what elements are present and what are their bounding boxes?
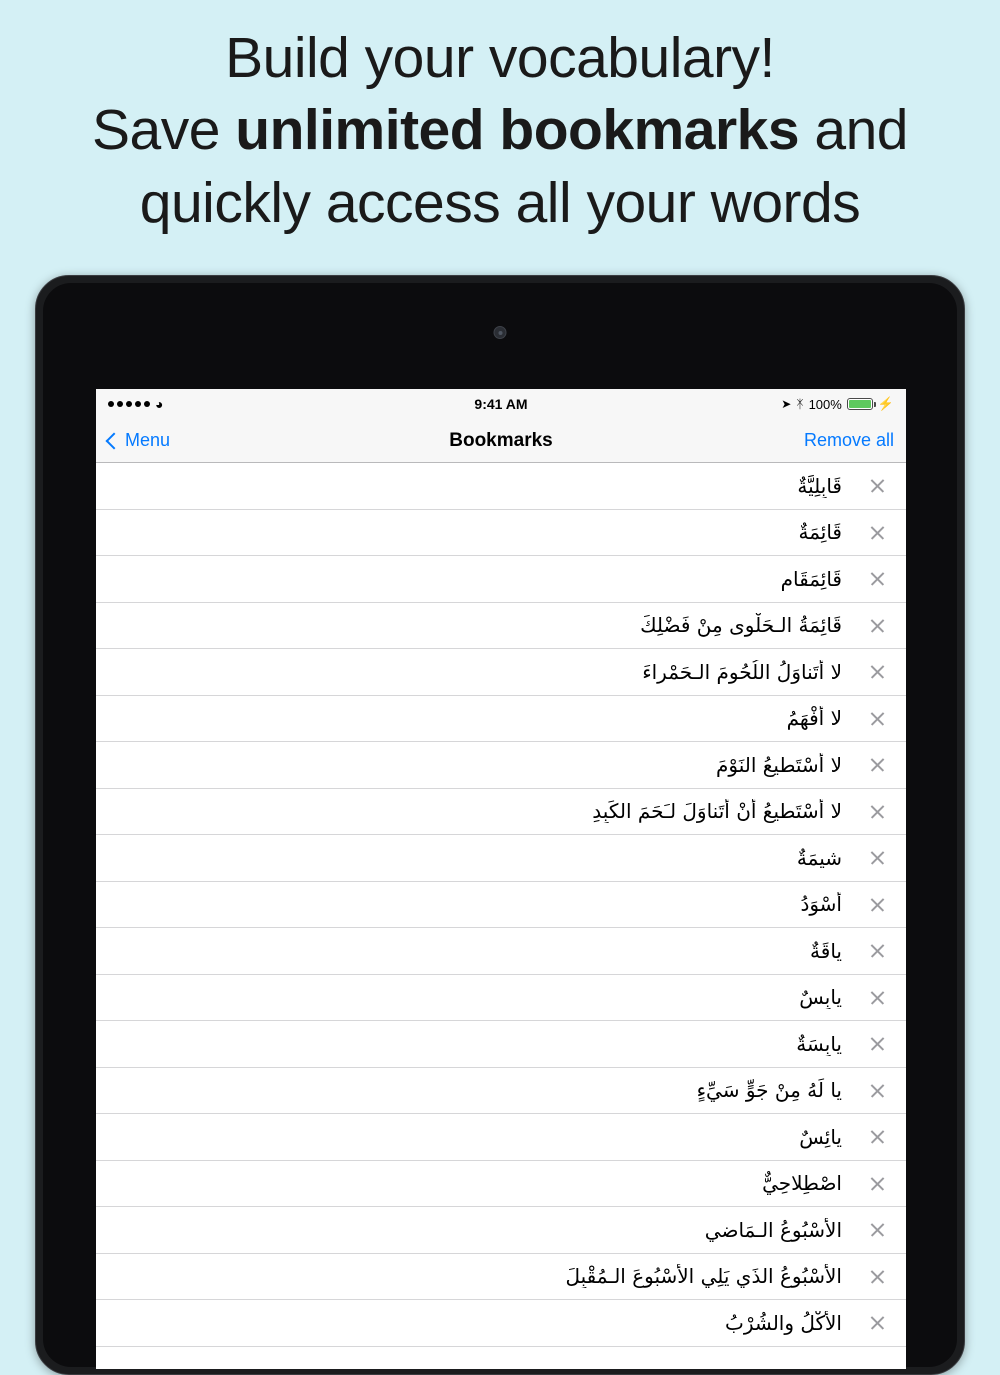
close-x-icon[interactable] [848, 524, 906, 541]
table-row[interactable] [96, 603, 906, 650]
close-x-icon[interactable] [848, 1128, 906, 1145]
table-row[interactable] [96, 463, 906, 510]
close-x-icon[interactable] [848, 942, 906, 959]
promo-line-2-pre: Save [91, 98, 236, 163]
bookmarks-list [96, 463, 906, 1347]
bookmark-text: قَائِمَقَامٍ [780, 566, 842, 591]
close-x-icon[interactable] [848, 896, 906, 913]
bookmark-text: قَابِلِيَّةٌ [797, 473, 842, 498]
table-row[interactable] [96, 742, 906, 789]
promo-line-2 [0, 94, 1000, 166]
status-bar-right [781, 396, 894, 412]
close-x-icon[interactable] [848, 1314, 906, 1331]
table-row[interactable] [96, 1161, 906, 1208]
table-row[interactable] [96, 696, 906, 743]
status-bar-left [108, 397, 163, 411]
close-x-icon[interactable] [848, 1175, 906, 1192]
bookmark-text: شيمَةٌ [796, 845, 842, 870]
wifi-icon: ◕ [155, 396, 164, 412]
table-row[interactable] [96, 1021, 906, 1068]
table-row[interactable] [96, 1068, 906, 1115]
location-icon: ➤ [781, 397, 792, 411]
promo-line-3: quickly access all your words [139, 170, 861, 235]
table-row[interactable] [96, 835, 906, 882]
navigation-bar [96, 419, 906, 463]
close-x-icon[interactable] [848, 1035, 906, 1052]
close-x-icon[interactable] [848, 1082, 906, 1099]
close-x-icon[interactable] [848, 1221, 906, 1238]
bookmark-text: الأُسْبُوعُ الـمَاضي [704, 1217, 842, 1242]
bookmark-text: لا أَفْهَمُ [786, 706, 842, 731]
chevron-left-icon [106, 432, 123, 449]
table-row[interactable] [96, 1254, 906, 1301]
bookmark-text: لا أَسْتَطيعُ أَنْ أَتَناوَلَ لـَحَمَ الكَبِدِ [592, 799, 842, 824]
close-x-icon[interactable] [848, 710, 906, 727]
table-row[interactable] [96, 1114, 906, 1161]
bookmark-text: قَائِمَةُ الـحَلْوى مِنْ فَضْلِكَ [640, 613, 842, 638]
promo-line-1: Build your vocabulary! [225, 26, 775, 90]
table-row[interactable] [96, 1300, 906, 1347]
battery-percent-label: 100% [808, 396, 842, 412]
remove-all-button[interactable]: Remove all [803, 430, 894, 450]
bookmark-text: لا أَتَناوَلُ اللُحُومَ الـحَمْراءَ [642, 659, 842, 684]
bookmark-text: اصْطِلاحِيٌّ [762, 1171, 842, 1196]
close-x-icon[interactable] [848, 1268, 906, 1285]
bookmark-text: الأُسْبُوعُ الذَي يَلِي الأُسْبُوعَ الـمُقْبِلَ [565, 1264, 842, 1289]
promo-headline [0, 0, 1000, 239]
bookmark-text: قَائِمَةٌ [798, 520, 842, 545]
close-x-icon[interactable] [848, 849, 906, 866]
back-to-menu-button[interactable] [108, 430, 170, 451]
tablet-device-frame [35, 275, 965, 1375]
signal-dots-icon [108, 401, 150, 407]
bookmark-text: يائِسٌ [799, 1124, 842, 1149]
bluetooth-icon: ᛡ [796, 397, 804, 411]
table-row[interactable] [96, 928, 906, 975]
lightning-bolt-icon: ⚡ [877, 396, 894, 411]
bookmark-text: الأَكْلُ والشُرْبُ [724, 1310, 842, 1335]
bookmark-text: ياقَةٌ [810, 938, 842, 963]
bookmark-text: يابِسَةٌ [796, 1031, 842, 1056]
table-row[interactable] [96, 1207, 906, 1254]
close-x-icon[interactable] [848, 756, 906, 773]
device-screen [96, 389, 906, 1369]
back-button-label: Menu [125, 430, 171, 450]
bookmark-text: لا أَسْتَطيعُ النَوْمَ [716, 752, 842, 777]
bookmark-text: يا لَهُ مِنْ جَوٍّ سَيِّءٍ [696, 1078, 842, 1103]
bookmark-text: يابِسٌ [799, 985, 842, 1010]
bookmark-text: أَسْوَدُ [800, 892, 842, 917]
status-bar [96, 389, 906, 419]
front-camera-icon [494, 326, 507, 339]
close-x-icon[interactable] [848, 803, 906, 820]
table-row[interactable] [96, 975, 906, 1022]
status-bar-time: 9:41 AM [474, 396, 528, 412]
promo-line-2-post: and [799, 98, 908, 163]
table-row[interactable] [96, 649, 906, 696]
close-x-icon[interactable] [848, 663, 906, 680]
table-row[interactable] [96, 882, 906, 929]
promo-line-2-bold: unlimited bookmarks [235, 98, 800, 163]
close-x-icon[interactable] [848, 989, 906, 1006]
table-row[interactable] [96, 510, 906, 557]
table-row[interactable] [96, 556, 906, 603]
close-x-icon[interactable] [848, 477, 906, 494]
close-x-icon[interactable] [848, 617, 906, 634]
page-title: Bookmarks [449, 429, 553, 451]
close-x-icon[interactable] [848, 570, 906, 587]
table-row[interactable] [96, 789, 906, 836]
battery-icon [847, 398, 873, 410]
